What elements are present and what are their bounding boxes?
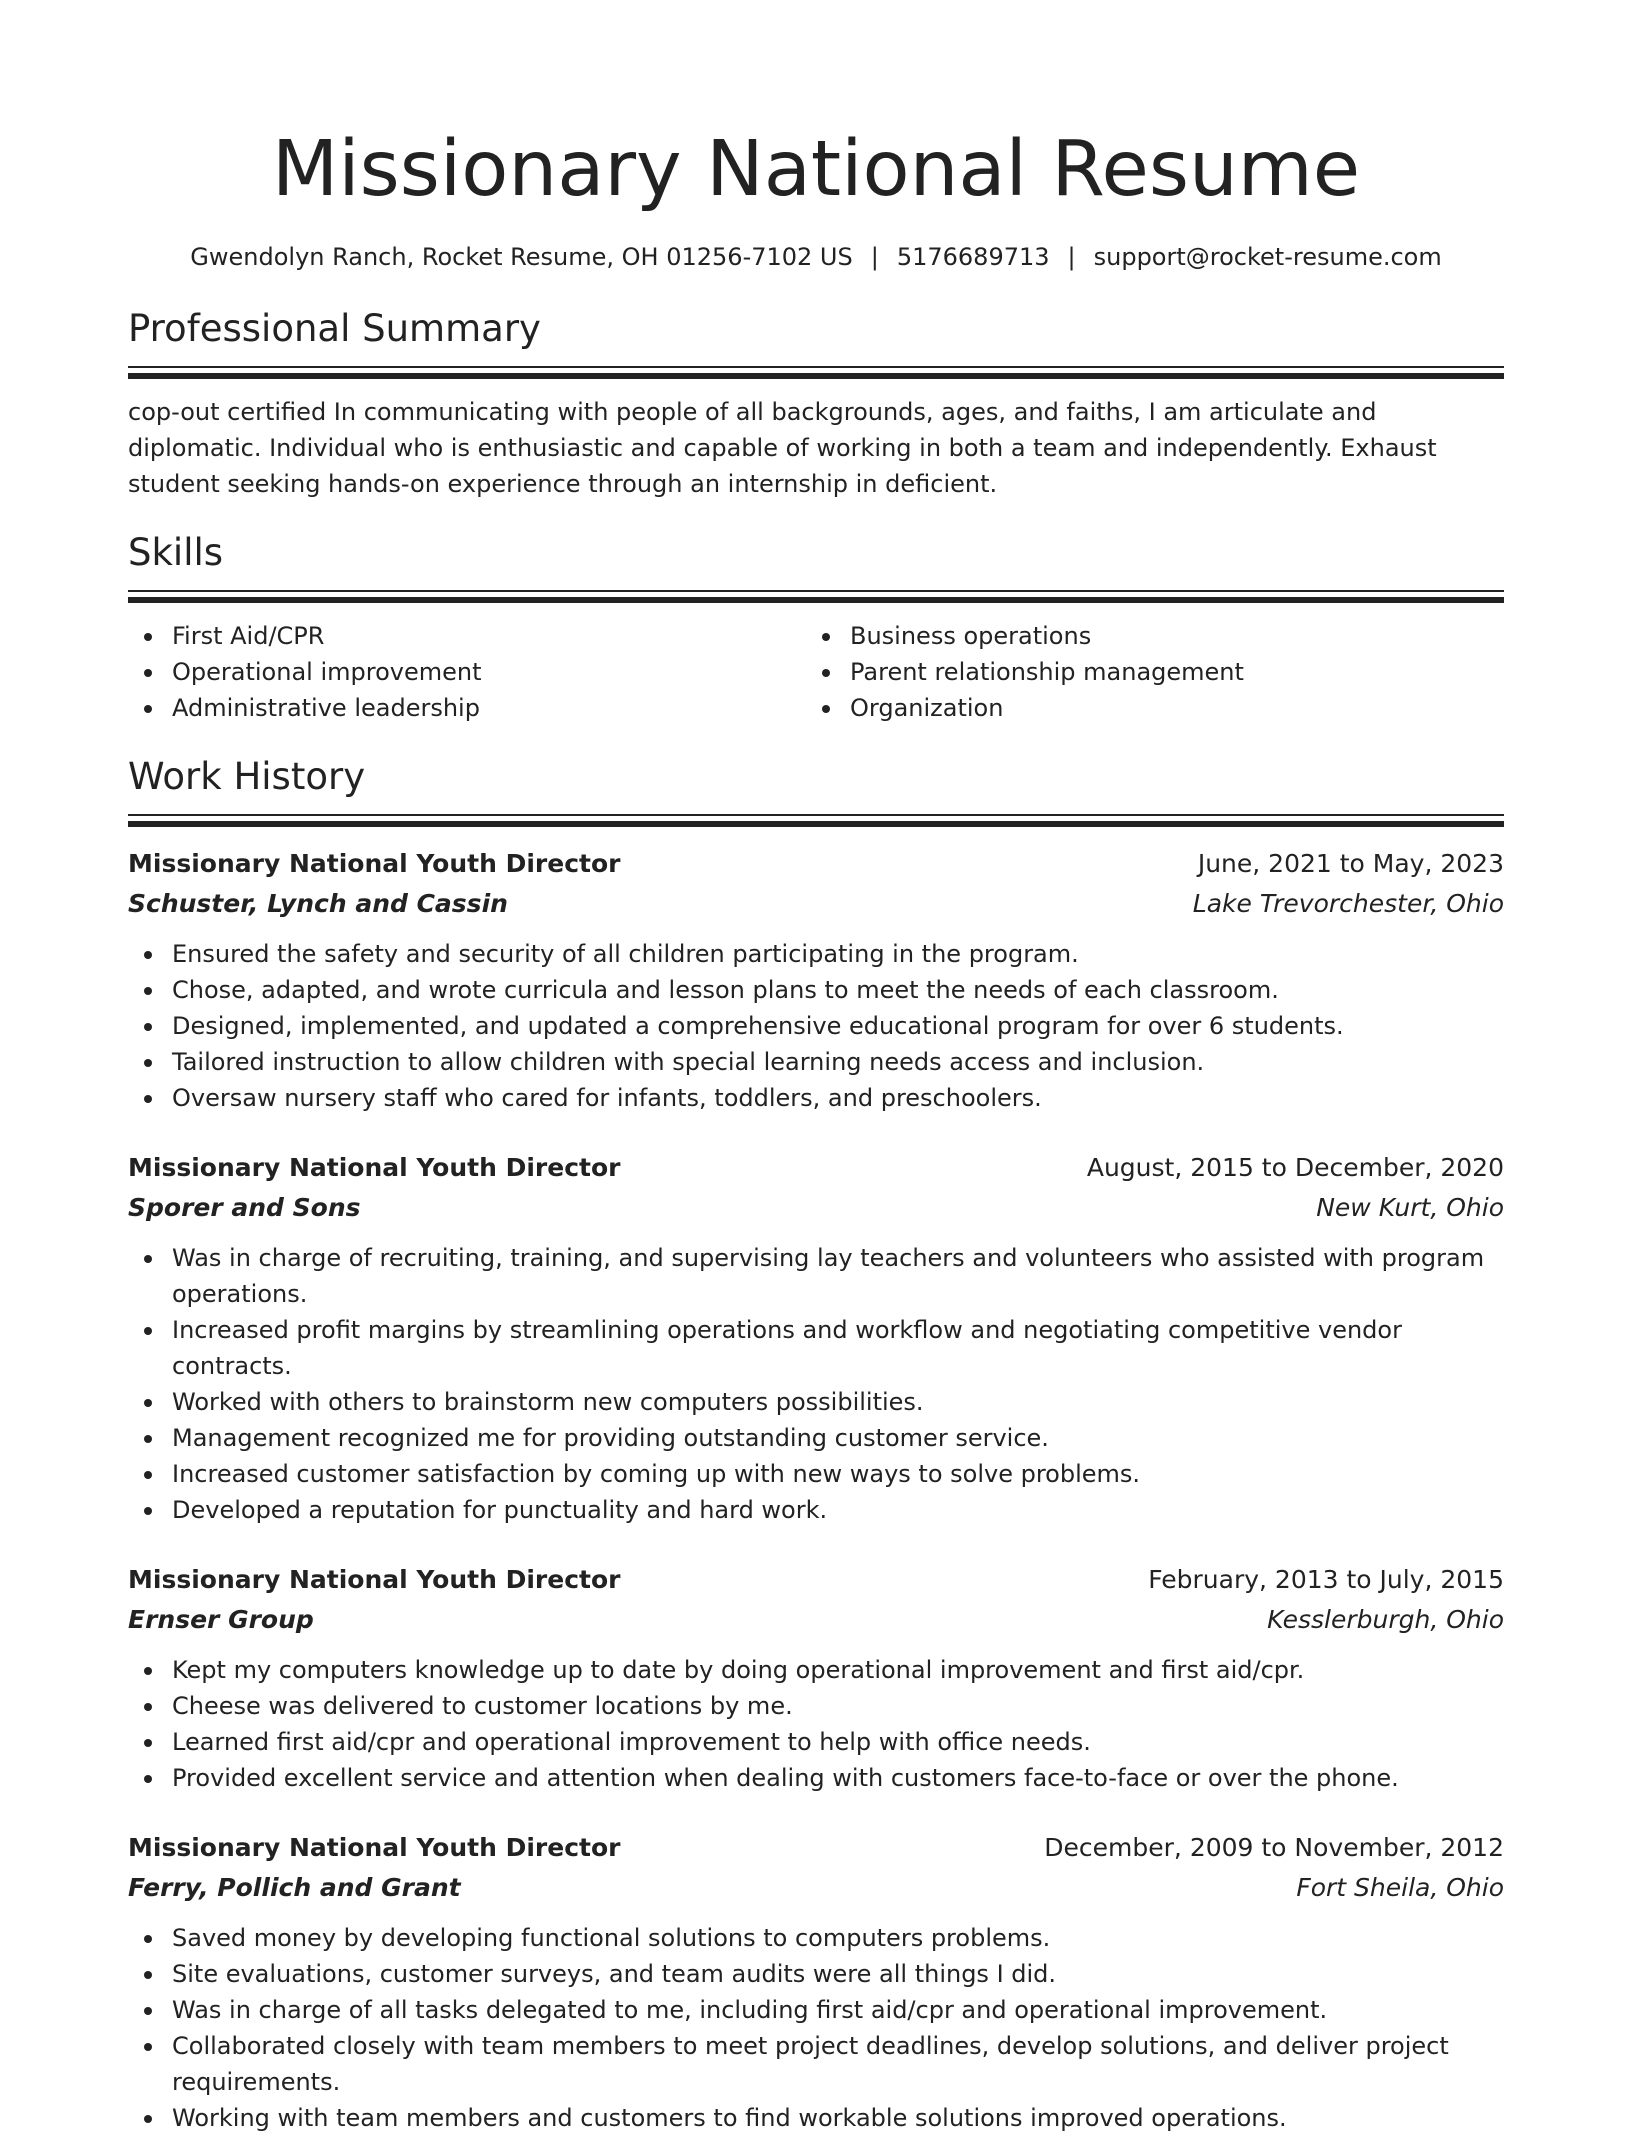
job-location: Lake Trevorchester, Ohio	[1192, 889, 1504, 918]
contact-separator: |	[870, 243, 879, 271]
job-header	[128, 1148, 1504, 1188]
skills-section	[128, 528, 1504, 726]
job-entry	[128, 1828, 1504, 2136]
job-header	[128, 844, 1504, 884]
job-bullet: Was in charge of recruiting, training, and supervising lay teachers and volunteers who assisted with program operations.	[172, 1240, 1504, 1312]
section-divider	[128, 366, 1504, 380]
job-bullet: Learned first aid/cpr and operational improvement to help with office needs.	[172, 1724, 1504, 1760]
job-bullet: Cheese was delivered to customer locations by me.	[172, 1688, 1504, 1724]
skills-column-right	[806, 618, 1484, 726]
contact-phone: 5176689713	[896, 243, 1050, 271]
skill-item: Business operations	[850, 618, 1484, 654]
job-entry	[128, 844, 1504, 1116]
contact-separator: |	[1067, 243, 1076, 271]
job-bullet: Worked with others to brainstorm new computers possibilities.	[172, 1384, 1504, 1420]
skill-item: Administrative leadership	[172, 690, 806, 726]
job-subheader	[128, 1188, 1504, 1228]
job-bullet: Working with team members and customers to find workable solutions improved operations.	[172, 2100, 1504, 2136]
job-location: New Kurt, Ohio	[1316, 1193, 1504, 1222]
job-dates: June, 2021 to May, 2023	[1197, 849, 1504, 878]
work-history-section	[128, 752, 1504, 2136]
resume-page	[128, 0, 1504, 2136]
skill-item: Operational improvement	[172, 654, 806, 690]
job-entry	[128, 1560, 1504, 1796]
skills-list	[128, 618, 1504, 726]
job-dates: December, 2009 to November, 2012	[1044, 1833, 1504, 1862]
job-bullet: Provided excellent service and attention when dealing with customers face-to-face or over the phone.	[172, 1760, 1504, 1796]
job-entry	[128, 1148, 1504, 1528]
job-bullet: Developed a reputation for punctuality and hard work.	[172, 1492, 1504, 1528]
job-bullet: Saved money by developing functional solutions to computers problems.	[172, 1920, 1504, 1956]
job-location: Kesslerburgh, Ohio	[1267, 1605, 1504, 1634]
section-divider	[128, 814, 1504, 828]
job-bullet: Collaborated closely with team members to meet project deadlines, develop solutions, and deliver project requirements.	[172, 2028, 1504, 2100]
job-bullets	[128, 1920, 1504, 2136]
job-bullet: Chose, adapted, and wrote curricula and lesson plans to meet the needs of each classroom.	[172, 972, 1504, 1008]
job-title: Missionary National Youth Director	[128, 1565, 621, 1594]
section-title-summary: Professional Summary	[128, 307, 541, 350]
job-company: Schuster, Lynch and Cassin	[128, 889, 508, 918]
job-title: Missionary National Youth Director	[128, 849, 621, 878]
job-bullet: Increased customer satisfaction by coming up with new ways to solve problems.	[172, 1456, 1504, 1492]
section-title-work-history: Work History	[128, 755, 366, 798]
section-divider	[128, 590, 1504, 604]
skill-item: Parent relationship management	[850, 654, 1484, 690]
job-bullet: Was in charge of all tasks delegated to me, including first aid/cpr and operational improvement.	[172, 1992, 1504, 2028]
job-bullet: Tailored instruction to allow children with special learning needs access and inclusion.	[172, 1044, 1504, 1080]
summary-section	[128, 304, 1504, 502]
job-bullets	[128, 1240, 1504, 1528]
job-title: Missionary National Youth Director	[128, 1153, 621, 1182]
job-bullets	[128, 936, 1504, 1116]
job-dates: February, 2013 to July, 2015	[1148, 1565, 1504, 1594]
skills-column-left	[128, 618, 806, 726]
job-subheader	[128, 1868, 1504, 1908]
section-title-skills: Skills	[128, 531, 224, 574]
job-bullet: Kept my computers knowledge up to date by doing operational improvement and first aid/cpr.	[172, 1652, 1504, 1688]
job-company: Ernser Group	[128, 1605, 314, 1634]
resume-name: Missionary National Resume	[271, 125, 1361, 214]
job-bullet: Management recognized me for providing outstanding customer service.	[172, 1420, 1504, 1456]
job-bullet: Designed, implemented, and updated a comprehensive educational program for over 6 students.	[172, 1008, 1504, 1044]
job-header	[128, 1560, 1504, 1600]
summary-text: cop-out certified In communicating with people of all backgrounds, ages, and faiths, I am articulate and diplomatic. Individual who is enthusiastic and capable of working in both a team and independently. Exhaust student seeking hands-on experience through an internship in deficient.	[128, 398, 1437, 498]
job-title: Missionary National Youth Director	[128, 1833, 621, 1862]
job-company: Ferry, Pollich and Grant	[128, 1873, 461, 1902]
job-bullet: Increased profit margins by streamlining operations and workflow and negotiating competitive vendor contracts.	[172, 1312, 1504, 1384]
contact-address: Gwendolyn Ranch, Rocket Resume, OH 01256-7102 US	[190, 243, 853, 271]
job-bullet: Oversaw nursery staff who cared for infants, toddlers, and preschoolers.	[172, 1080, 1504, 1116]
job-dates: August, 2015 to December, 2020	[1086, 1153, 1504, 1182]
job-subheader	[128, 884, 1504, 924]
job-bullets	[128, 1652, 1504, 1796]
job-company: Sporer and Sons	[128, 1193, 361, 1222]
job-bullet: Ensured the safety and security of all children participating in the program.	[172, 936, 1504, 972]
contact-email[interactable]: support@rocket-resume.com	[1093, 243, 1442, 271]
skill-item: First Aid/CPR	[172, 618, 806, 654]
contact-line	[128, 240, 1504, 274]
job-bullet: Site evaluations, customer surveys, and team audits were all things I did.	[172, 1956, 1504, 1992]
job-location: Fort Sheila, Ohio	[1296, 1873, 1504, 1902]
job-header	[128, 1828, 1504, 1868]
job-subheader	[128, 1600, 1504, 1640]
skill-item: Organization	[850, 690, 1484, 726]
